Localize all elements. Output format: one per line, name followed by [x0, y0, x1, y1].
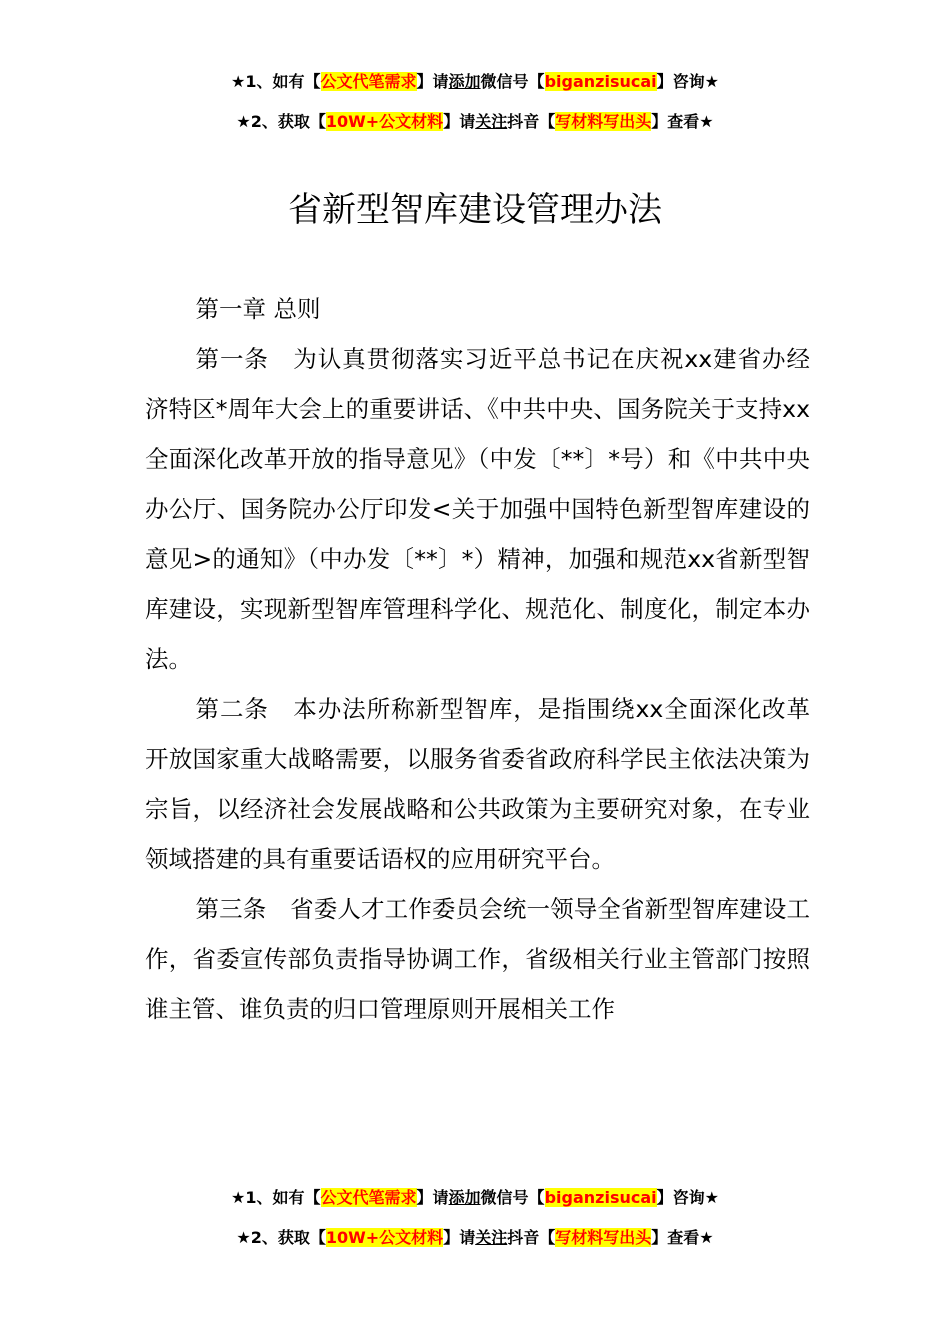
banner-text: 】查看★ — [651, 112, 714, 131]
highlight-text: 写材料写出头 — [555, 112, 652, 131]
bottom-banner — [0, 1178, 950, 1258]
banner-line-1 — [0, 1178, 950, 1218]
banner-text: ★1、如有【 — [231, 72, 321, 91]
article-paragraph: 第一条 为认真贯彻落实习近平总书记在庆祝xx建省办经济特区*周年大会上的重要讲话、《中共中央、国务院关于支持xx全面深化改革开放的指导意见》（中发〔**〕*号）和《中共中央办公厅、国务院办公厅印发<关于加强中国特色新型智库建设的意见>的通知》（中办发〔**〕*）精神，加强和规范xx省新型智库建设，实现新型智库管理科学化、规范化、制度化，制定本办法。 — [145, 345, 810, 673]
banner-text: 】请 — [443, 112, 476, 131]
banner-text: 】查看★ — [651, 1228, 714, 1247]
banner-text: 】请 — [416, 72, 449, 91]
highlight-text: 公文代笔需求 — [320, 72, 417, 91]
article-paragraph: 第三条 省委人才工作委员会统一领导全省新型智库建设工作，省委宣传部负责指导协调工作，省级相关行业主管部门按照谁主管、谁负责的归口管理原则开展相关工作 — [145, 895, 810, 1023]
underlined-text: 添加 — [448, 1188, 481, 1207]
banner-text: 】咨询★ — [656, 72, 719, 91]
highlight-text: 写材料写出头 — [555, 1228, 652, 1247]
chapter-heading: 第一章 总则 — [195, 295, 321, 323]
banner-line-1 — [0, 62, 950, 102]
banner-text: 】请 — [416, 1188, 449, 1207]
highlight-text: biganzisucai — [544, 72, 657, 91]
document-title: 省新型智库建设管理办法 — [288, 190, 662, 230]
banner-text: ★1、如有【 — [231, 1188, 321, 1207]
underlined-text: 添加 — [448, 72, 481, 91]
highlight-text: 公文代笔需求 — [320, 1188, 417, 1207]
banner-text: ★2、获取【 — [236, 1228, 326, 1247]
article-paragraph: 第二条 本办法所称新型智库，是指围绕xx全面深化改革开放国家重大战略需要，以服务省委省政府科学民主依法决策为宗旨，以经济社会发展战略和公共政策为主要研究对象，在专业领域搭建的具有重要话语权的应用研究平台。 — [145, 695, 810, 873]
underlined-text: 关注 — [475, 112, 508, 131]
banner-text: ★2、获取【 — [236, 112, 326, 131]
banner-line-2 — [0, 1218, 950, 1258]
underlined-text: 关注 — [475, 1228, 508, 1247]
banner-text: 微信号【 — [480, 72, 545, 91]
top-banner — [0, 62, 950, 142]
highlight-text: 10W+公文材料 — [325, 112, 444, 131]
banner-text: 微信号【 — [480, 1188, 545, 1207]
banner-text: 】请 — [443, 1228, 476, 1247]
banner-text: 抖音【 — [507, 112, 556, 131]
highlight-text: 10W+公文材料 — [325, 1228, 444, 1247]
banner-text: 】咨询★ — [656, 1188, 719, 1207]
banner-line-2 — [0, 102, 950, 142]
highlight-text: biganzisucai — [544, 1188, 657, 1207]
document-body — [145, 284, 810, 1034]
banner-text: 抖音【 — [507, 1228, 556, 1247]
